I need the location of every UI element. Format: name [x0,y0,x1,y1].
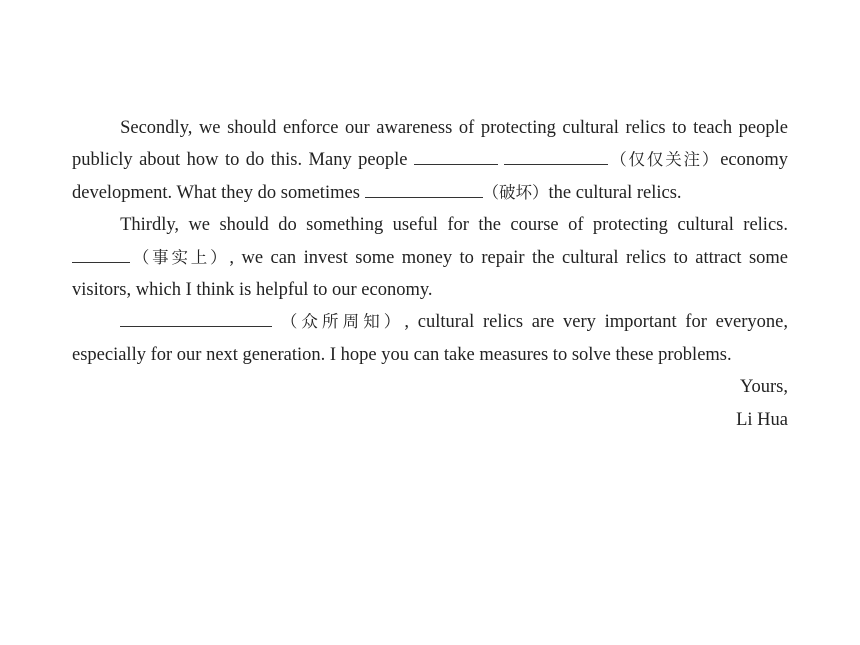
paragraph-text: Secondly, we should enforce our awareness of protecting cultural relics to teach people publicly about how to do this. Many people [72,118,788,171]
chinese-hint: （仅仅关注） [608,150,721,170]
paragraph-text: , cultural relics are very important for everyone, especially for our next generation. I hope you can take measures to solve these problems. [72,312,789,365]
answer-blank[interactable] [72,244,130,263]
answer-blank[interactable] [504,147,608,166]
paragraph-conclusion [72,306,788,371]
answer-blank[interactable] [414,147,498,166]
chinese-hint: （事实上） [130,247,230,267]
chinese-hint: （破坏） [482,182,549,202]
paragraph-text: economy development. What they do sometimes [72,150,788,203]
closing: Yours, [740,377,788,398]
answer-blank[interactable] [120,309,272,328]
chinese-hint: （众所周知） [280,312,405,332]
paragraph-text: Thirdly, we should do something useful for the course of protecting cultural relics. [120,215,788,236]
letter-body [72,112,788,436]
paragraph-secondly [72,112,788,209]
paragraph-thirdly [72,209,788,306]
paragraph-text: the cultural relics. [548,182,682,203]
signature: Li Hua [736,409,788,430]
paragraph-text: , we can invest some money to repair the cultural relics to attract some visitors, which I think is helpful to our economy. [72,247,788,301]
answer-blank[interactable] [365,179,483,198]
